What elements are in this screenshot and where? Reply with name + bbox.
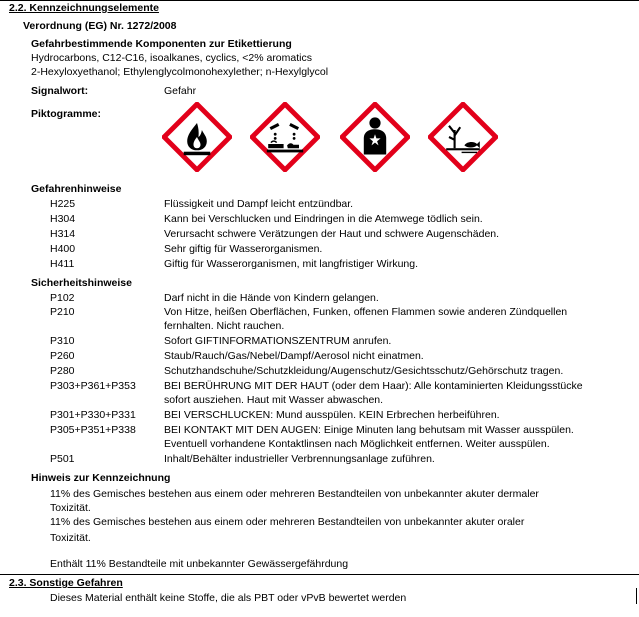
precaution-code: P301+P330+P331: [50, 409, 136, 421]
hazard-statements-title: Gefahrenhinweise: [31, 183, 122, 195]
precaution-text: BEI KONTAKT MIT DEN AUGEN: Einige Minuten lang behutsam mit Wasser ausspülen.: [164, 424, 574, 436]
precaution-code: P210: [50, 306, 75, 318]
environment-pictogram-icon: [428, 102, 498, 172]
hazard-code: H304: [50, 213, 76, 225]
hazard-code: H411: [50, 258, 75, 270]
precaution-code: P260: [50, 350, 75, 362]
precautionary-statements-title: Sicherheitshinweise: [31, 277, 132, 289]
labelling-note-dermal-continued: Toxizität.: [50, 502, 91, 514]
components-line-2: 2-Hexyloxyethanol; Ethylenglycolmonohexylether; n-Hexylglycol: [31, 66, 329, 78]
hazard-text: Kann bei Verschlucken und Eindringen in die Atemwege tödlich sein.: [164, 213, 483, 225]
precaution-code: P501: [50, 453, 75, 465]
precaution-code: P310: [50, 335, 75, 347]
precaution-code: P303+P361+P353: [50, 380, 136, 392]
hazard-text: Flüssigkeit und Dampf leicht entzündbar.: [164, 198, 354, 210]
precaution-code: P305+P351+P338: [50, 424, 136, 436]
components-title: Gefahrbestimmende Komponenten zur Etikettierung: [31, 38, 292, 50]
health-hazard-pictogram-icon: [340, 102, 410, 172]
precaution-text: Darf nicht in die Hände von Kindern gelangen.: [164, 292, 379, 304]
labelling-note-dermal: 11% des Gemisches bestehen aus einem oder mehreren Bestandteilen von unbekannter akuter dermaler: [50, 488, 539, 500]
flame-pictogram-icon: [162, 102, 232, 172]
hazard-code: H314: [50, 228, 76, 240]
precaution-text: Von Hitze, heißen Oberflächen, Funken, offenen Flammen sowie anderen Zündquellen: [164, 306, 568, 318]
precaution-text: Staub/Rauch/Gas/Nebel/Dampf/Aerosol nicht einatmen.: [164, 350, 424, 362]
components-line-1: Hydrocarbons, C12-C16, isoalkanes, cyclics, <2% aromatics: [31, 52, 312, 64]
regulation-title: Verordnung (EG) Nr. 1272/2008: [23, 20, 177, 32]
hazard-text: Sehr giftig für Wasserorganismen.: [164, 243, 323, 255]
precaution-text: BEI BERÜHRUNG MIT DER HAUT (oder dem Haar): Alle kontaminierten Kleidungsstücke: [164, 380, 583, 392]
precaution-text-continued: Eventuell vorhandene Kontaktlinsen nach Möglichkeit entfernen. Weiter ausspülen.: [164, 438, 550, 450]
pictograms-label: Piktogramme:: [31, 108, 102, 120]
precaution-text-continued: sofort ausziehen. Haut mit Wasser abwaschen.: [164, 394, 384, 406]
hazard-code: H225: [50, 198, 76, 210]
section-divider: [0, 574, 639, 575]
corrosion-pictogram-icon: [250, 102, 320, 172]
section-heading-2-2: 2.2. Kennzeichnungselemente: [9, 2, 159, 14]
other-hazards-text: Dieses Material enthält keine Stoffe, die als PBT oder vPvB bewertet werden: [50, 592, 407, 604]
precaution-code: P102: [50, 292, 75, 304]
precaution-text: Inhalt/Behälter industrieller Verbrennungsanlage zuführen.: [164, 453, 435, 465]
signal-word-label: Signalwort:: [31, 85, 89, 97]
precaution-text: Sofort GIFTINFORMATIONSZENTRUM anrufen.: [164, 335, 392, 347]
precaution-text: BEI VERSCHLUCKEN: Mund ausspülen. KEIN Erbrechen herbeiführen.: [164, 409, 500, 421]
precaution-text: Schutzhandschuhe/Schutzkleidung/Augenschutz/Gesichtsschutz/Gehörschutz tragen.: [164, 365, 564, 377]
labelling-note-oral: 11% des Gemisches bestehen aus einem oder mehreren Bestandteilen von unbekannter akuter oraler: [50, 516, 525, 528]
precaution-text-continued: fernhalten. Nicht rauchen.: [164, 320, 285, 332]
labelling-note-oral-continued: Toxizität.: [50, 532, 91, 544]
labelling-note-water: Enthält 11% Bestandteile mit unbekannter Gewässergefährdung: [50, 558, 349, 570]
labelling-note-title: Hinweis zur Kennzeichnung: [31, 472, 171, 484]
hazard-text: Giftig für Wasserorganismen, mit langfristiger Wirkung.: [164, 258, 419, 270]
hazard-text: Verursacht schwere Verätzungen der Haut und schwere Augenschäden.: [164, 228, 500, 240]
section-top-rule: [0, 0, 639, 1]
precaution-code: P280: [50, 365, 75, 377]
hazard-code: H400: [50, 243, 76, 255]
section-heading-2-3: 2.3. Sonstige Gefahren: [9, 577, 123, 589]
signal-word-value: Gefahr: [164, 85, 197, 97]
text-cursor: [636, 588, 637, 604]
